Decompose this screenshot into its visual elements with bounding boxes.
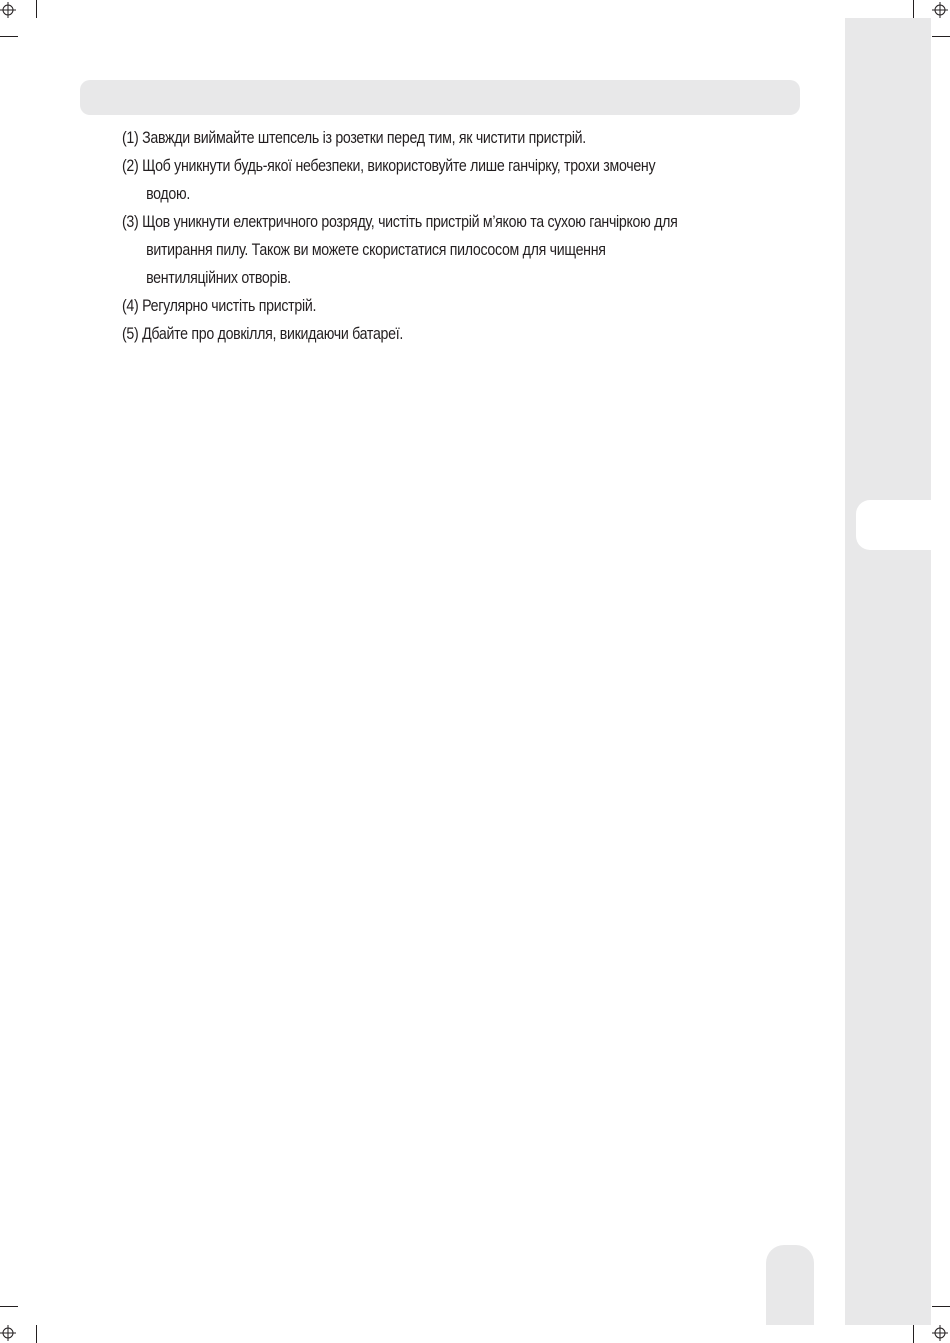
item-text: Щоб уникнути будь-якої небезпеки, використовуйте лише ганчірку, трохи змочену водою. <box>142 157 656 203</box>
crop-mark-icon <box>932 36 950 37</box>
item-number: (1) <box>122 129 139 147</box>
registration-mark-icon <box>0 1325 16 1341</box>
item-number: (4) <box>122 297 139 315</box>
list-item <box>122 124 698 152</box>
item-number: (2) <box>122 157 139 175</box>
section-tab <box>856 500 931 550</box>
item-text: Регулярно чистіть пристрій. <box>142 297 317 315</box>
section-header-bar <box>80 80 800 115</box>
item-text: Щов уникнути електричного розряду, чистіть пристрій м’якою та сухою ганчіркою для витирання пилу. Також ви можете скористатися пилососом для чищення вентиляційних отворів. <box>142 213 678 287</box>
list-item <box>122 292 698 320</box>
item-number: (3) <box>122 213 139 231</box>
crop-mark-icon <box>36 1325 37 1343</box>
crop-mark-icon <box>913 1325 914 1343</box>
page-number-tab <box>766 1245 814 1325</box>
crop-mark-icon <box>0 1306 18 1307</box>
list-item <box>122 320 698 348</box>
crop-mark-icon <box>913 0 914 18</box>
crop-mark-icon <box>36 0 37 18</box>
registration-mark-icon <box>932 2 948 18</box>
list-item <box>122 152 698 208</box>
item-text: Завжди виймайте штепсель із розетки перед тим, як чистити пристрій. <box>142 129 586 147</box>
registration-mark-icon <box>932 1325 948 1341</box>
item-number: (5) <box>122 325 139 343</box>
registration-mark-icon <box>0 2 16 18</box>
crop-mark-icon <box>932 1306 950 1307</box>
crop-mark-icon <box>0 36 18 37</box>
cleaning-instructions-list <box>122 124 698 348</box>
list-item <box>122 208 698 292</box>
item-text: Дбайте про довкілля, викидаючи батареї. <box>142 325 404 343</box>
side-band <box>845 18 931 1325</box>
